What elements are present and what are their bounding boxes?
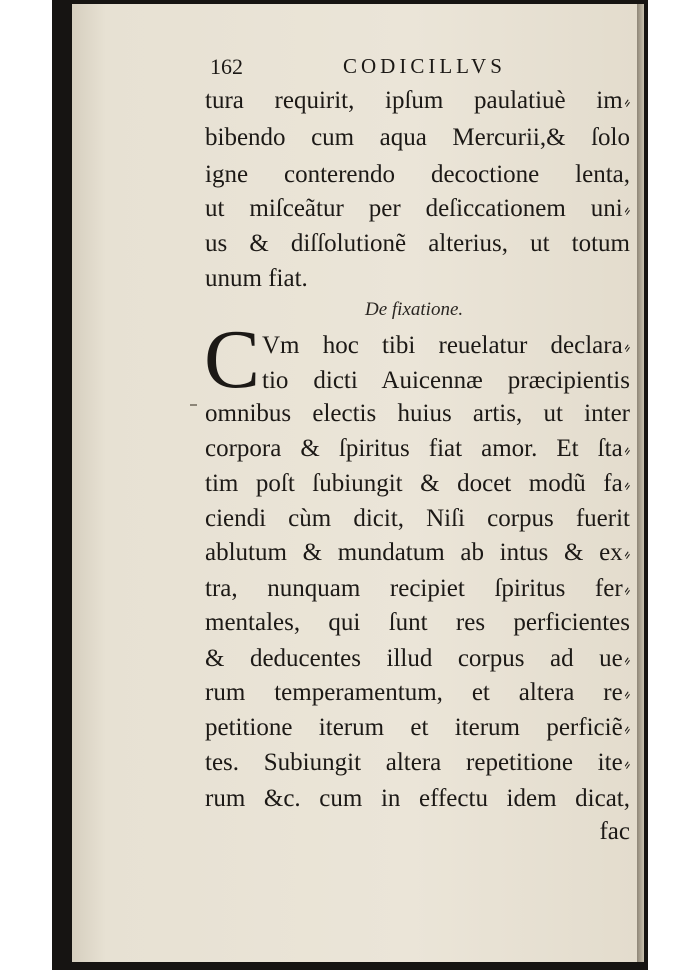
text-line: igne conterendo decoctione lenta, (205, 161, 630, 188)
text-line: Vm hoc tibi reuelatur declara⸗ (262, 331, 630, 363)
text-line: mentales, qui ſunt res perficientes (205, 609, 630, 636)
text-line: rum temperamentum, et altera re⸗ (205, 678, 630, 710)
page-header (205, 52, 630, 82)
section-heading: De fixatione. (365, 299, 464, 320)
text-line: ut miſceãtur per deſiccationem uni⸗ (205, 194, 630, 226)
text-line: rum &c. cum in effectu idem dicat, (205, 785, 630, 812)
hyphen-mark: ⸗ (618, 683, 635, 706)
text-line: tura requirit, ipſum paulatiuè im⸗ (205, 86, 630, 118)
hyphen-mark: ⸗ (618, 649, 635, 672)
hyphen-mark: ⸗ (618, 336, 635, 359)
running-head: CODICILLVS (343, 54, 506, 78)
margin-mark (190, 404, 197, 406)
text-line: ciendi cùm dicit, Niſi corpus fuerit (205, 505, 630, 532)
text-line: tim poſt ſubiungit & docet modũ fa⸗ (205, 469, 630, 501)
text-line: us & diſſolutionẽ alterius, ut totum (205, 230, 630, 257)
page-edge (637, 4, 644, 962)
hyphen-mark: ⸗ (618, 439, 635, 462)
text-line: bibendo cum aqua Mercurii,& ſolo (205, 124, 630, 151)
text-line: tio dicti Auicennæ præcipientis (262, 367, 630, 394)
catchword: fac (599, 818, 630, 845)
hyphen-mark: ⸗ (618, 753, 635, 776)
hyphen-mark: ⸗ (618, 91, 635, 114)
hyphen-mark: ⸗ (618, 474, 635, 497)
text-line: tra, nunquam recipiet ſpiritus fer⸗ (205, 574, 630, 606)
text-line: ablutum & mundatum ab intus & ex⸗ (205, 538, 630, 570)
hyphen-mark: ⸗ (618, 718, 635, 741)
text-line: corpora & ſpiritus fiat amor. Et ſta⸗ (205, 434, 630, 466)
text-line: unum fiat. (205, 265, 308, 292)
hyphen-mark: ⸗ (618, 543, 635, 566)
page-number: 162 (210, 54, 243, 79)
hyphen-mark: ⸗ (618, 199, 635, 222)
hyphen-mark: ⸗ (618, 579, 635, 602)
text-line: tes. Subiungit altera repetitione ite⸗ (205, 748, 630, 780)
drop-cap: C (204, 313, 261, 406)
text-line: & deducentes illud corpus ad ue⸗ (205, 644, 630, 676)
text-line: petitione iterum et iterum perficiẽ⸗ (205, 713, 630, 745)
text-line: omnibus electis huius artis, ut inter (205, 400, 630, 427)
